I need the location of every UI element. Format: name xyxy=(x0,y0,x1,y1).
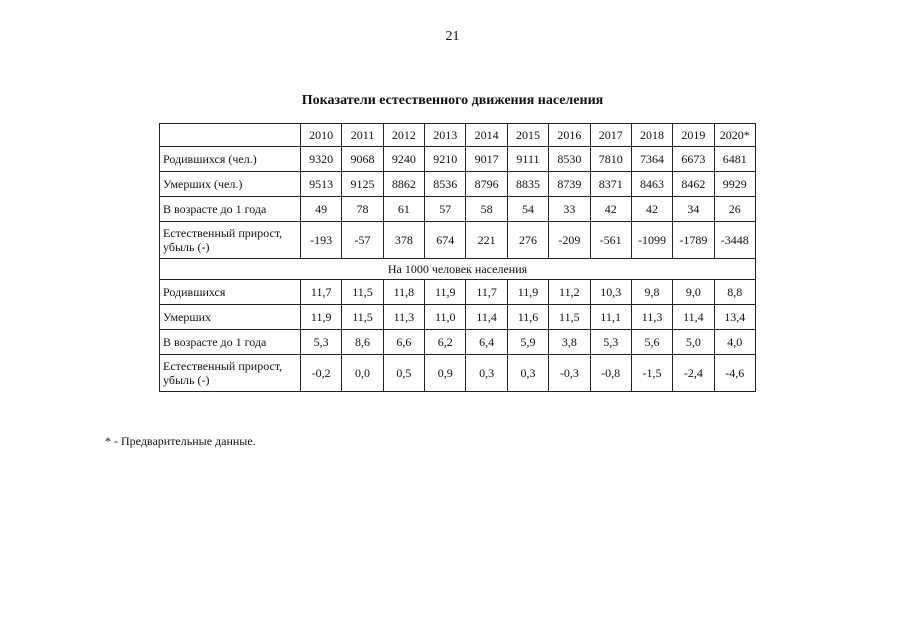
value-cell: 674 xyxy=(425,222,466,259)
value-cell: 8796 xyxy=(466,172,507,197)
value-cell: 3,8 xyxy=(549,330,590,355)
value-cell: 11,2 xyxy=(549,280,590,305)
table-body xyxy=(160,124,756,392)
value-cell: 8371 xyxy=(590,172,631,197)
value-cell: 221 xyxy=(466,222,507,259)
table-row xyxy=(160,330,756,355)
value-cell: 9111 xyxy=(507,147,548,172)
value-cell: 8530 xyxy=(549,147,590,172)
value-cell: 6673 xyxy=(673,147,714,172)
value-cell: 9320 xyxy=(301,147,342,172)
value-cell: 4,0 xyxy=(714,330,755,355)
value-cell: 0,3 xyxy=(507,355,548,392)
table-row xyxy=(160,147,756,172)
value-cell: 42 xyxy=(631,197,672,222)
table-row xyxy=(160,305,756,330)
value-cell: -0,8 xyxy=(590,355,631,392)
row-label-cell: В возрасте до 1 года xyxy=(160,197,301,222)
value-cell: 8739 xyxy=(549,172,590,197)
value-cell: -2,4 xyxy=(673,355,714,392)
year-header-cell: 2016 xyxy=(549,124,590,147)
value-cell: 49 xyxy=(301,197,342,222)
table-row xyxy=(160,197,756,222)
section-row xyxy=(160,259,756,280)
row-label-cell: Умерших xyxy=(160,305,301,330)
value-cell: 9017 xyxy=(466,147,507,172)
table-title: Показатели естественного движения населения xyxy=(301,93,604,108)
value-cell: 6,4 xyxy=(466,330,507,355)
value-cell: -3448 xyxy=(714,222,755,259)
value-cell: 11,5 xyxy=(342,280,383,305)
value-cell: 11,7 xyxy=(301,280,342,305)
row-label-cell: Умерших (чел.) xyxy=(160,172,301,197)
year-header-cell: 2015 xyxy=(507,124,548,147)
table-row xyxy=(160,280,756,305)
value-cell: 11,7 xyxy=(466,280,507,305)
year-header-cell: 2017 xyxy=(590,124,631,147)
year-header-cell: 2020* xyxy=(714,124,755,147)
row-label-cell: Родившихся (чел.) xyxy=(160,147,301,172)
value-cell: 8462 xyxy=(673,172,714,197)
value-cell: -1789 xyxy=(673,222,714,259)
value-cell: 11,9 xyxy=(507,280,548,305)
year-header-cell: 2018 xyxy=(631,124,672,147)
value-cell: 57 xyxy=(425,197,466,222)
value-cell: 5,3 xyxy=(590,330,631,355)
section-label-cell: На 1000 человек населения xyxy=(160,259,756,280)
row-label-cell: Естественный прирост, убыль (-) xyxy=(160,355,301,392)
year-header-cell: 2012 xyxy=(383,124,424,147)
value-cell: 8,6 xyxy=(342,330,383,355)
value-cell: 8536 xyxy=(425,172,466,197)
value-cell: 11,5 xyxy=(342,305,383,330)
value-cell: 33 xyxy=(549,197,590,222)
value-cell: -1099 xyxy=(631,222,672,259)
value-cell: 11,4 xyxy=(466,305,507,330)
value-cell: 0,5 xyxy=(383,355,424,392)
value-cell: 7810 xyxy=(590,147,631,172)
value-cell: -0,2 xyxy=(301,355,342,392)
value-cell: 7364 xyxy=(631,147,672,172)
value-cell: 9125 xyxy=(342,172,383,197)
value-cell: 11,3 xyxy=(631,305,672,330)
value-cell: 10,3 xyxy=(590,280,631,305)
table-row xyxy=(160,355,756,392)
value-cell: 6,6 xyxy=(383,330,424,355)
year-header-cell: 2019 xyxy=(673,124,714,147)
value-cell: 11,9 xyxy=(425,280,466,305)
header-corner-cell xyxy=(160,124,301,147)
value-cell: 8463 xyxy=(631,172,672,197)
year-header-cell: 2010 xyxy=(301,124,342,147)
header-row xyxy=(160,124,756,147)
value-cell: 9068 xyxy=(342,147,383,172)
table-row xyxy=(160,222,756,259)
value-cell: -0,3 xyxy=(549,355,590,392)
row-label-cell: Родившихся xyxy=(160,280,301,305)
value-cell: 9,0 xyxy=(673,280,714,305)
value-cell: 11,0 xyxy=(425,305,466,330)
value-cell: -1,5 xyxy=(631,355,672,392)
value-cell: 5,6 xyxy=(631,330,672,355)
value-cell: 11,6 xyxy=(507,305,548,330)
footnote: * - Предварительные данные. xyxy=(105,434,256,448)
value-cell: 11,8 xyxy=(383,280,424,305)
value-cell: 9513 xyxy=(301,172,342,197)
value-cell: 9929 xyxy=(714,172,755,197)
value-cell: 8,8 xyxy=(714,280,755,305)
value-cell: 11,3 xyxy=(383,305,424,330)
year-header-cell: 2014 xyxy=(466,124,507,147)
value-cell: 6481 xyxy=(714,147,755,172)
value-cell: -561 xyxy=(590,222,631,259)
year-header-cell: 2011 xyxy=(342,124,383,147)
value-cell: 5,3 xyxy=(301,330,342,355)
page-number: 21 xyxy=(445,29,460,44)
value-cell: 42 xyxy=(590,197,631,222)
value-cell: 9,8 xyxy=(631,280,672,305)
value-cell: 276 xyxy=(507,222,548,259)
value-cell: 34 xyxy=(673,197,714,222)
value-cell: 5,9 xyxy=(507,330,548,355)
value-cell: 11,5 xyxy=(549,305,590,330)
value-cell: 0,9 xyxy=(425,355,466,392)
value-cell: 13,4 xyxy=(714,305,755,330)
value-cell: 5,0 xyxy=(673,330,714,355)
value-cell: 11,9 xyxy=(301,305,342,330)
value-cell: 9240 xyxy=(383,147,424,172)
value-cell: 61 xyxy=(383,197,424,222)
value-cell: 378 xyxy=(383,222,424,259)
row-label-cell: Естественный прирост, убыль (-) xyxy=(160,222,301,259)
value-cell: 8862 xyxy=(383,172,424,197)
value-cell: 0,0 xyxy=(342,355,383,392)
value-cell: 6,2 xyxy=(425,330,466,355)
value-cell: 11,1 xyxy=(590,305,631,330)
value-cell: 0,3 xyxy=(466,355,507,392)
value-cell: 26 xyxy=(714,197,755,222)
value-cell: 9210 xyxy=(425,147,466,172)
value-cell: -193 xyxy=(301,222,342,259)
row-label-cell: В возрасте до 1 года xyxy=(160,330,301,355)
value-cell: 58 xyxy=(466,197,507,222)
value-cell: 11,4 xyxy=(673,305,714,330)
population-movement-table xyxy=(159,123,756,392)
value-cell: -57 xyxy=(342,222,383,259)
value-cell: 8835 xyxy=(507,172,548,197)
value-cell: -209 xyxy=(549,222,590,259)
value-cell: -4,6 xyxy=(714,355,755,392)
value-cell: 54 xyxy=(507,197,548,222)
table-row xyxy=(160,172,756,197)
year-header-cell: 2013 xyxy=(425,124,466,147)
value-cell: 78 xyxy=(342,197,383,222)
